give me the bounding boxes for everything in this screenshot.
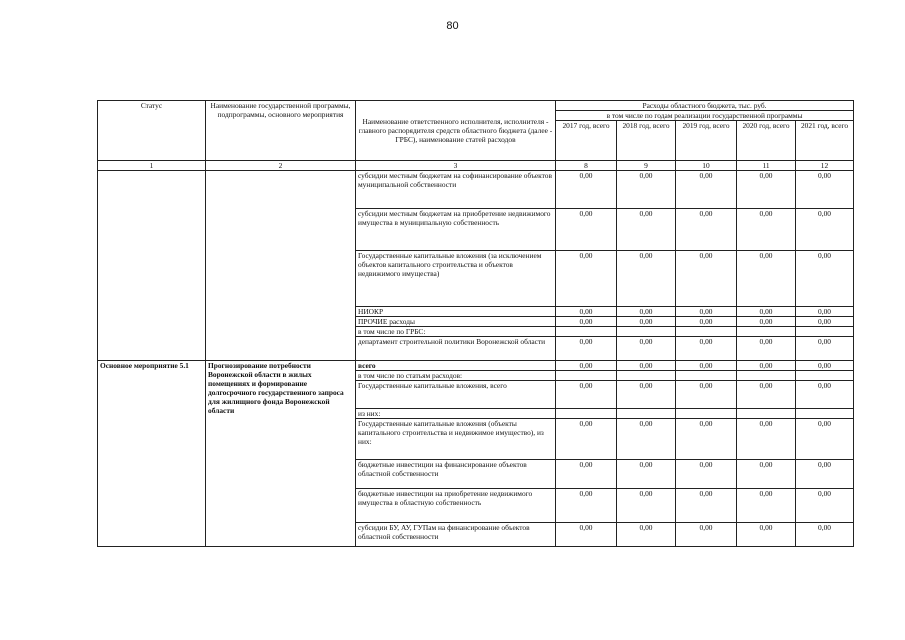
row-value: 0,00 [676, 419, 737, 460]
row-value: 0,00 [796, 209, 854, 251]
row-label: всего [356, 361, 556, 371]
column-number: 1 [98, 161, 206, 171]
row-value [556, 327, 617, 337]
row-value: 0,00 [676, 307, 737, 317]
column-number: 3 [356, 161, 556, 171]
program-name-cell-empty [206, 171, 356, 361]
row-value: 0,00 [676, 523, 737, 547]
row-value: 0,00 [617, 171, 676, 209]
row-value: 0,00 [556, 171, 617, 209]
row-value: 0,00 [796, 171, 854, 209]
block2-body [98, 361, 854, 547]
row-value: 0,00 [617, 307, 676, 317]
row-value: 0,00 [796, 523, 854, 547]
row-value: 0,00 [676, 251, 737, 307]
row-label: субсидии БУ, АУ, ГУПам на финансирование объектов областной собственности [356, 523, 556, 547]
row-value: 0,00 [737, 460, 796, 489]
row-value: 0,00 [676, 209, 737, 251]
table-header [98, 101, 854, 171]
header-year-2021: 2021 год, всего [796, 121, 854, 161]
row-value: 0,00 [556, 419, 617, 460]
page-number: 80 [446, 20, 459, 32]
row-value [556, 371, 617, 381]
column-number: 10 [676, 161, 737, 171]
row-value: 0,00 [796, 317, 854, 327]
row-value: 0,00 [737, 171, 796, 209]
row-value: 0,00 [556, 523, 617, 547]
row-value: 0,00 [796, 460, 854, 489]
program-name-cell: Прогнозирование потребности Воронежской области в жилых помещениях и формирование долгосрочного государственного запроса для жилищного фонда Воронежской области [206, 361, 356, 547]
row-label: в том числе по ГРБС: [356, 327, 556, 337]
status-cell: Основное мероприятие 5.1 [98, 361, 206, 547]
header-executor: Наименование ответственного исполнителя, исполнителя - главного распорядителя средств областного бюджета (далее - ГРБС), наименование статей расходов [356, 101, 556, 161]
row-value: 0,00 [796, 361, 854, 371]
header-year-2020: 2020 год, всего [737, 121, 796, 161]
block1-body [98, 171, 854, 361]
column-number: 12 [796, 161, 854, 171]
row-label: из них: [356, 409, 556, 419]
row-value: 0,00 [796, 419, 854, 460]
row-value: 0,00 [737, 489, 796, 523]
row-value: 0,00 [796, 381, 854, 409]
row-value: 0,00 [617, 489, 676, 523]
row-value: 0,00 [617, 419, 676, 460]
row-value: 0,00 [737, 307, 796, 317]
row-value [737, 371, 796, 381]
row-value: 0,00 [617, 381, 676, 409]
row-value: 0,00 [676, 317, 737, 327]
row-label: Государственные капитальные вложения (за исключением объектов капитального строительства и объектов недвижимого имущества) [356, 251, 556, 307]
column-numbers-row [98, 161, 854, 171]
row-value: 0,00 [617, 523, 676, 547]
row-value [737, 409, 796, 419]
row-value [676, 371, 737, 381]
row-value: 0,00 [556, 361, 617, 371]
row-value: 0,00 [676, 337, 737, 361]
row-value: 0,00 [556, 209, 617, 251]
row-label: бюджетные инвестиции на финансирование объектов областной собственности [356, 460, 556, 489]
column-number: 2 [206, 161, 356, 171]
row-value: 0,00 [737, 209, 796, 251]
row-value: 0,00 [796, 337, 854, 361]
header-years-subtitle: в том числе по годам реализации государственной программы [556, 111, 854, 121]
row-value: 0,00 [676, 381, 737, 409]
row-label: департамент строительной политики Воронежской области [356, 337, 556, 361]
header-status: Статус [98, 101, 206, 161]
row-label: ПРОЧИЕ расходы [356, 317, 556, 327]
budget-table [97, 100, 854, 547]
row-label: бюджетные инвестиции на приобретение недвижимого имущества в областную собственность [356, 489, 556, 523]
row-label: Государственные капитальные вложения, всего [356, 381, 556, 409]
row-value: 0,00 [676, 489, 737, 523]
row-value: 0,00 [676, 361, 737, 371]
row-value [617, 371, 676, 381]
row-value: 0,00 [676, 460, 737, 489]
row-value: 0,00 [617, 460, 676, 489]
row-value: 0,00 [737, 381, 796, 409]
column-number: 9 [617, 161, 676, 171]
row-value: 0,00 [556, 251, 617, 307]
row-value: 0,00 [617, 209, 676, 251]
table-row [98, 361, 854, 371]
row-value: 0,00 [617, 251, 676, 307]
row-value: 0,00 [556, 317, 617, 327]
row-value: 0,00 [556, 460, 617, 489]
header-year-2018: 2018 год, всего [617, 121, 676, 161]
row-label: субсидии местным бюджетам на приобретение недвижимого имущества в муниципальную собственность [356, 209, 556, 251]
row-value: 0,00 [796, 307, 854, 317]
row-value: 0,00 [617, 337, 676, 361]
row-value [737, 327, 796, 337]
row-value [796, 371, 854, 381]
column-number: 8 [556, 161, 617, 171]
table-row [98, 171, 854, 209]
row-value: 0,00 [556, 489, 617, 523]
row-value: 0,00 [556, 337, 617, 361]
row-value: 0,00 [737, 361, 796, 371]
row-label: НИОКР [356, 307, 556, 317]
row-value: 0,00 [737, 419, 796, 460]
column-number: 11 [737, 161, 796, 171]
header-expenses-title: Расходы областного бюджета, тыс. руб. [556, 101, 854, 111]
row-value [796, 327, 854, 337]
row-value: 0,00 [737, 317, 796, 327]
row-value: 0,00 [796, 489, 854, 523]
row-value [617, 409, 676, 419]
row-label: в том числе по статьям расходов: [356, 371, 556, 381]
row-value: 0,00 [556, 307, 617, 317]
row-value: 0,00 [676, 171, 737, 209]
row-value [617, 327, 676, 337]
row-value: 0,00 [617, 361, 676, 371]
row-value: 0,00 [556, 381, 617, 409]
row-value: 0,00 [737, 337, 796, 361]
header-program-name: Наименование государственной программы, подпрограммы, основного мероприятия [206, 101, 356, 161]
row-label: субсидии местным бюджетам на софинансирование объектов муниципальной собственности [356, 171, 556, 209]
row-value: 0,00 [796, 251, 854, 307]
row-value [676, 327, 737, 337]
row-value [556, 409, 617, 419]
row-value: 0,00 [617, 317, 676, 327]
row-label: Государственные капитальные вложения (объекты капитального строительства и недвижимое имущество), из них: [356, 419, 556, 460]
row-value [796, 409, 854, 419]
row-value: 0,00 [737, 523, 796, 547]
header-year-2019: 2019 год, всего [676, 121, 737, 161]
row-value [676, 409, 737, 419]
header-year-2017: 2017 год, всего [556, 121, 617, 161]
status-cell-empty [98, 171, 206, 361]
row-value: 0,00 [737, 251, 796, 307]
